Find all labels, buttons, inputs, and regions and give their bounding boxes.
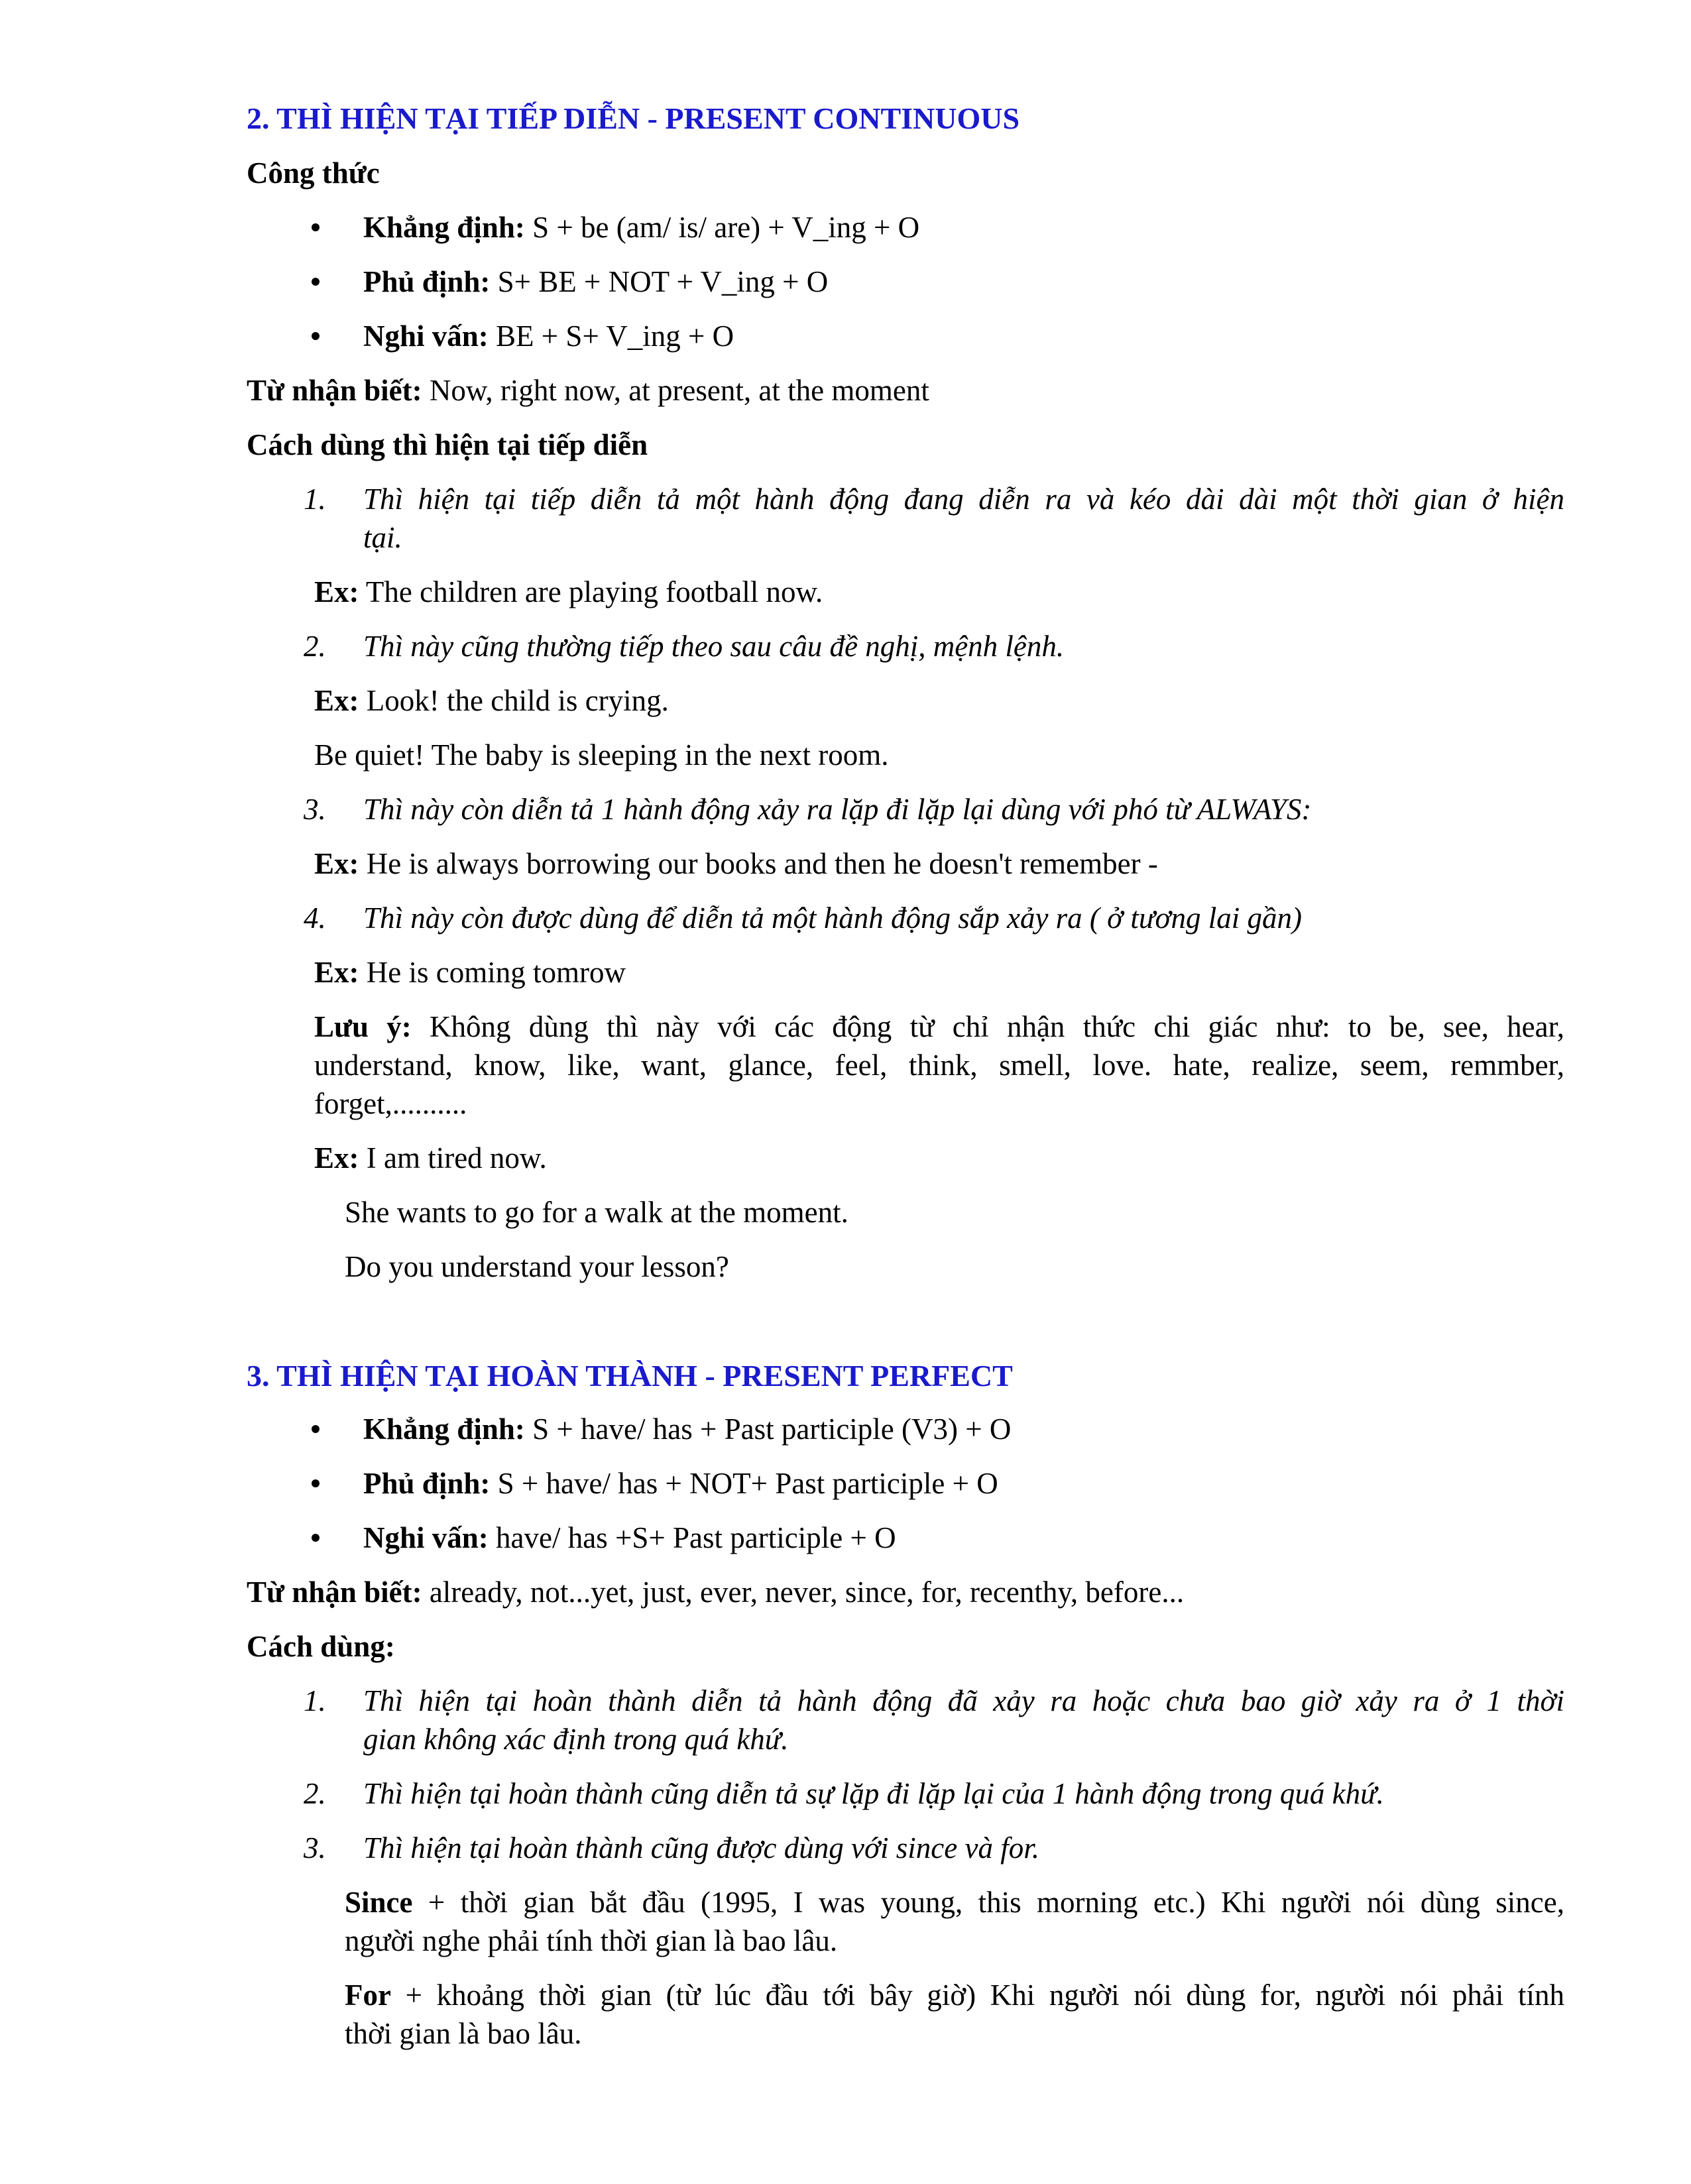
form-affirmative: Khẳng định: S + be (am/ is/ are) + V_ing + O [363,211,920,244]
usage-number: 1. [304,483,326,516]
example-5b: She wants to go for a walk at the moment. [345,1196,848,1229]
pp-usage-2: Thì hiện tại hoàn thành cũng diễn tả sự lặp đi lặp lại của 1 hành động trong quá khứ. [363,1777,1384,1810]
section-2-title: 2. THÌ HIỆN TẠI TIẾP DIỄN - PRESENT CONTINUOUS [247,101,1020,135]
usage-number: 3. [304,793,326,826]
bullet-icon [312,332,320,340]
pp-usage-1-line1: Thì hiện tại hoàn thành diễn tả hành động đã xảy ra hoặc chưa bao giờ xảy ra ở 1 thời [363,1684,1564,1717]
bullet-icon [312,223,320,231]
example-5c: Do you understand your lesson? [345,1250,729,1283]
example-1: Ex: The children are playing football now. [314,575,823,608]
section-3-title: 3. THÌ HIỆN TẠI HOÀN THÀNH - PRESENT PERFECT [247,1359,1013,1393]
bullet-icon [312,1425,320,1433]
signal-words: Từ nhận biết: Now, right now, at present, at the moment [247,374,929,407]
example-5: Ex: I am tired now. [314,1141,547,1175]
form-negative: Phủ định: S+ BE + NOT + V_ing + O [363,265,829,298]
usage-4: Thì này còn được dùng để diễn tả một hành động sắp xảy ra ( ở tương lai gần) [363,901,1302,935]
usage-2: Thì này cũng thường tiếp theo sau câu đề nghị, mệnh lệnh. [363,630,1065,663]
since-line1: Since + thời gian bắt đầu (1995, I was young, this morning etc.) Khi người nói dùng since, [345,1886,1564,1919]
for-line2: thời gian là bao lâu. [345,2017,582,2050]
pp-signal-words: Từ nhận biết: already, not...yet, just, ever, never, since, for, recenthy, before... [247,1576,1185,1609]
for-line1: For + khoảng thời gian (từ lúc đầu tới bây giờ) Khi người nói dùng for, người nói phải tính [345,1979,1564,2012]
usage-title: Cách dùng thì hiện tại tiếp diễn [247,428,648,461]
formula-label: Công thức [247,156,380,190]
pp-form-negative: Phủ định: S + have/ has + NOT+ Past participle + O [363,1467,998,1500]
usage-3: Thì này còn diễn tả 1 hành động xảy ra lặp đi lặp lại dùng với phó từ ALWAYS: [363,793,1312,826]
bullet-icon [312,278,320,286]
pp-form-affirmative: Khẳng định: S + have/ has + Past participle (V3) + O [363,1412,1012,1446]
bullet-icon [312,1479,320,1487]
usage-1-line1: Thì hiện tại tiếp diễn tả một hành động đang diễn ra và kéo dài dài một thời gian ở hiện [363,483,1564,516]
usage-number: 1. [304,1684,326,1717]
note-line3: forget,.......... [314,1087,467,1120]
example-4: Ex: He is coming tomrow [314,956,626,989]
pp-usage-title: Cách dùng: [247,1630,395,1663]
example-3: Ex: He is always borrowing our books and then he doesn't remember - [314,847,1158,880]
pp-usage-1-line2: gian không xác định trong quá khứ. [363,1723,789,1756]
pp-usage-3: Thì hiện tại hoàn thành cũng được dùng với since và for. [363,1831,1039,1865]
example-2: Ex: Look! the child is crying. [314,684,669,717]
note-line1: Lưu ý: Không dùng thì này với các động từ chỉ nhận thức chi giác như: to be, see, hear, [314,1010,1565,1043]
bullet-icon [312,1534,320,1542]
usage-number: 2. [304,630,326,663]
usage-number: 3. [304,1831,326,1865]
usage-number: 2. [304,1777,326,1810]
form-question: Nghi vấn: BE + S+ V_ing + O [363,319,734,353]
example-2b: Be quiet! The baby is sleeping in the next room. [314,738,889,772]
usage-1-line2: tại. [363,521,402,554]
pp-form-question: Nghi vấn: have/ has +S+ Past participle + O [363,1521,896,1554]
note-line2: understand, know, like, want, glance, feel, think, smell, love. hate, realize, seem, remmber, [314,1049,1564,1082]
usage-number: 4. [304,901,326,935]
since-line2: người nghe phải tính thời gian là bao lâu. [345,1924,838,1957]
